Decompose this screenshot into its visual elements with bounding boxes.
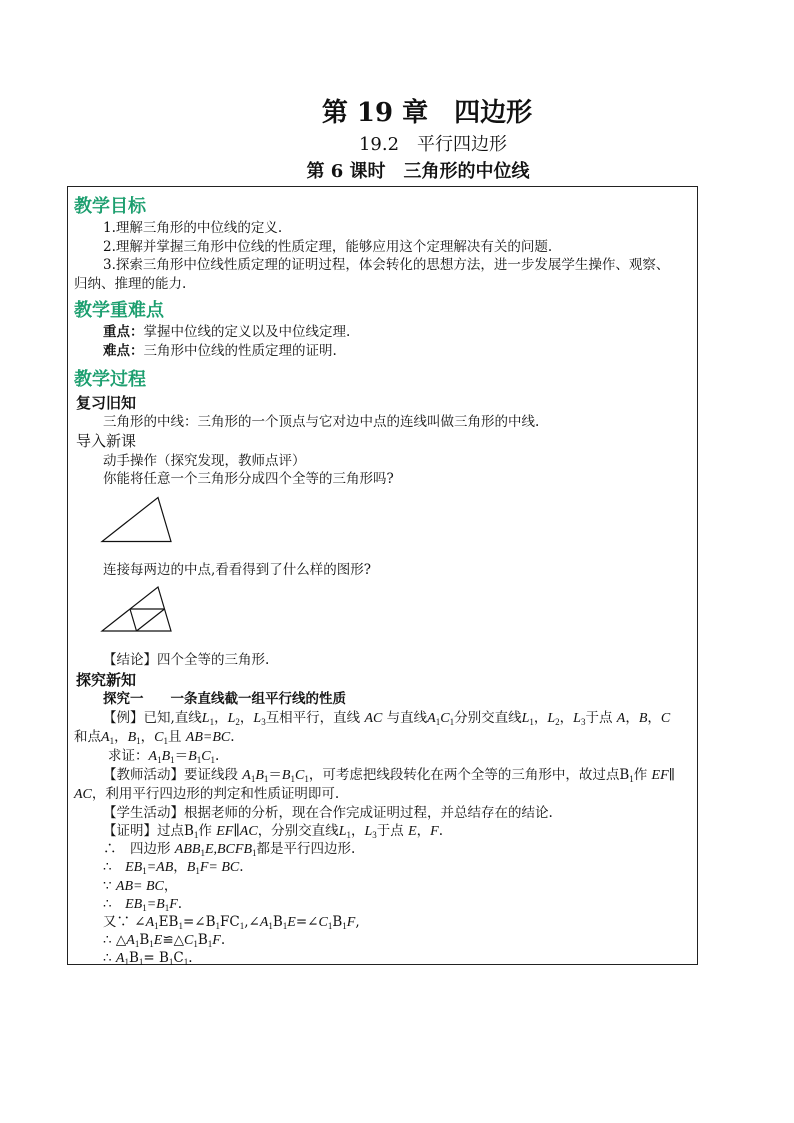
subscript: 3 <box>372 830 377 840</box>
text-run: 作 <box>633 766 652 783</box>
difficulty-text: 三角形中位线的性质定理的证明. <box>143 342 337 359</box>
math-symbol: EB <box>125 896 143 912</box>
lesson-plan-box <box>67 186 698 968</box>
subscript: 1 <box>200 848 205 859</box>
math-symbol: B <box>255 767 264 783</box>
midline-left <box>130 609 137 631</box>
math-symbol: EF <box>651 767 669 783</box>
section-title: 19.2 平行四边形 <box>358 134 508 155</box>
text-run: 又∵ ∠ <box>103 913 146 930</box>
text-run: ， <box>239 709 254 726</box>
text-run: B <box>272 913 283 930</box>
text-run: , <box>355 913 360 930</box>
text-run: ∴ <box>103 859 126 876</box>
text-run: ， <box>533 709 548 726</box>
subscript: 2 <box>235 716 240 727</box>
text-run: 于点 <box>585 709 617 726</box>
subscript: 1 <box>327 920 333 931</box>
chapter-title: 第 19 章 四边形 <box>321 98 533 128</box>
text-run: ， <box>114 728 128 745</box>
math-symbol: A <box>427 710 436 726</box>
subscript: 1 <box>215 920 220 931</box>
text-run: =∠ <box>295 913 319 930</box>
math-symbol: E <box>153 933 163 949</box>
text-run: ∴ 四边形 <box>103 841 175 858</box>
subscript: 1 <box>252 848 257 859</box>
focus-label: 重点： <box>103 324 144 340</box>
objectives-heading: 教学目标 <box>74 196 146 217</box>
text-run: 【例】已知,直线 <box>103 709 202 726</box>
math-symbol: C <box>201 748 211 764</box>
subscript: 1 <box>449 716 455 727</box>
math-symbol: E <box>287 914 296 930</box>
subscript: 1 <box>268 920 273 931</box>
math-symbol: F <box>430 824 439 839</box>
objective-item: 3.探索三角形中位线性质定理的证明过程，体会转化的思想方法，进一步发展学生操作、观察、 <box>103 257 670 273</box>
text-run: ＝ <box>268 766 282 783</box>
proof-line <box>74 895 697 913</box>
math-symbol: EB <box>125 860 143 876</box>
midline-triangle-figure <box>98 579 178 651</box>
text-run: ， <box>173 859 187 876</box>
subscript: 1 <box>109 735 115 746</box>
math-symbol: F <box>212 933 221 949</box>
triangle-outline <box>102 497 171 541</box>
math-symbol: B <box>161 748 171 764</box>
math-symbol: AB= BC <box>115 878 164 894</box>
review-text: 三角形的中线：三角形的一个顶点与它对边中点的连线叫做三角形的中线. <box>103 414 540 430</box>
teacher-activity-line <box>74 766 697 785</box>
subscript: 1 <box>183 957 189 968</box>
text-run: B <box>332 913 343 930</box>
math-symbol: =B <box>146 896 165 912</box>
text-run: ，可考虑把线段转化在两个全等的三角形中，故过点B <box>308 766 630 783</box>
math-symbol: L <box>227 710 236 726</box>
text-run: 互相平行，直线 <box>265 709 365 726</box>
math-symbol: C <box>294 767 305 783</box>
math-symbol: L <box>521 710 530 726</box>
math-symbol: AC <box>364 710 383 726</box>
text-run: FC <box>220 913 240 930</box>
subscript: 1 <box>346 830 351 840</box>
text-run: . <box>230 728 235 745</box>
math-symbol: C <box>440 710 450 726</box>
math-symbol: L <box>547 710 556 726</box>
subscript: 1 <box>164 902 170 913</box>
focus-line <box>74 323 697 342</box>
math-symbol: C <box>154 729 164 745</box>
proof-line <box>74 822 697 840</box>
subscript: 1 <box>170 754 175 765</box>
math-symbol: =AB <box>146 860 174 876</box>
text-run: . <box>239 859 244 876</box>
math-symbol: AC <box>74 786 92 802</box>
math-symbol: F= BC <box>199 860 240 876</box>
math-symbol: B <box>127 729 137 745</box>
proof-line <box>74 858 697 876</box>
subscript: 1 <box>529 716 534 727</box>
math-symbol: L <box>364 824 373 839</box>
math-symbol: B <box>281 767 291 783</box>
text-run: 和点 <box>74 728 101 745</box>
subscript: 1 <box>629 773 634 784</box>
explore-title: 探究新知 <box>76 670 137 689</box>
text-run: 求证： <box>108 747 149 764</box>
math-symbol: L <box>338 824 347 839</box>
math-symbol: B <box>188 748 197 764</box>
lesson-title: 第 6 课时 三角形的中位线 <box>306 161 530 182</box>
intro-conclusion: 【结论】四个全等的三角形. <box>103 652 270 668</box>
math-symbol: A <box>101 729 110 745</box>
subscript: 1 <box>193 830 199 840</box>
text-run: ∥ <box>668 766 675 783</box>
text-run: . <box>188 950 193 967</box>
student-activity-line: 【学生活动】根据老师的分析，现在合作完成证明过程，并总结存在的结论. <box>103 804 553 821</box>
math-symbol: C <box>660 710 671 726</box>
text-run: 都是平行四边形. <box>256 841 356 858</box>
subscript: 3 <box>261 716 266 727</box>
text-run: ∴ <box>103 950 116 967</box>
math-symbol: A <box>126 933 135 949</box>
text-run: 【证明】过点B <box>103 823 194 839</box>
math-symbol: E <box>408 824 417 839</box>
subscript: 1 <box>124 957 129 968</box>
subscript: 1 <box>178 920 183 931</box>
subscript: 1 <box>157 754 162 765</box>
proof-line <box>74 913 697 931</box>
math-symbol: L <box>201 710 210 726</box>
subscript: 1 <box>435 716 441 727</box>
subscript: 1 <box>207 939 213 950</box>
math-symbol: F <box>346 914 356 930</box>
subscript: 1 <box>250 773 256 784</box>
focus-text: 掌握中位线的定义以及中位线定理. <box>143 324 351 340</box>
math-symbol: L <box>253 710 262 726</box>
text-run: 作 <box>198 823 217 839</box>
subscript: 1 <box>136 735 141 746</box>
text-run: =∠B <box>182 913 216 930</box>
text-run: EB <box>158 913 179 930</box>
math-symbol: A <box>148 748 158 764</box>
text-run: 分别交直线 <box>454 709 522 726</box>
key-points-heading: 教学重难点 <box>74 300 164 321</box>
math-symbol: C <box>318 914 328 930</box>
text-run: . <box>177 895 183 912</box>
explore-topic: 探究一 一条直线截一组平行线的性质 <box>103 690 346 707</box>
math-symbol: A <box>616 710 626 726</box>
text-run: ， <box>625 709 639 726</box>
midline-right <box>137 609 165 631</box>
text-run: = B <box>143 950 169 967</box>
intro-activity: 动手操作（探究发现，教师点评） <box>103 452 306 469</box>
math-symbol: A <box>115 951 125 967</box>
text-run: ， <box>140 728 155 745</box>
subscript: 1 <box>342 920 347 931</box>
text-run: ，分别交直线 <box>257 823 339 839</box>
text-run: ， <box>214 709 228 726</box>
text-run: B <box>128 950 139 967</box>
example-line <box>74 709 697 728</box>
subscript: 1 <box>163 735 168 746</box>
text-run: ＝ <box>174 747 189 764</box>
subscript: 1 <box>304 773 309 784</box>
text-run: . <box>220 932 226 949</box>
objective-item: 2.理解并掌握三角形中位线的性质定理，能够应用这个定理解决有关的问题. <box>103 238 553 255</box>
subscript: 1 <box>168 957 174 968</box>
text-run: ， <box>416 823 431 839</box>
subscript: 1 <box>142 866 147 877</box>
difficulty-line <box>74 342 697 361</box>
intro-question: 你能将任意一个三角形分成四个全等的三角形吗? <box>103 471 394 487</box>
text-run: ∴ △ <box>103 932 127 949</box>
subscript: 1 <box>154 920 159 931</box>
math-symbol: L <box>573 710 581 726</box>
text-run: 且 <box>167 728 186 745</box>
subscript: 1 <box>142 902 147 913</box>
math-symbol: A <box>242 767 251 783</box>
math-symbol: E,BCFB <box>204 842 252 858</box>
subscript: 3 <box>580 716 586 727</box>
subscript: 2 <box>555 716 560 727</box>
text-run: ， <box>163 877 178 894</box>
text-run: B <box>197 932 208 949</box>
example-line-continued <box>74 728 697 747</box>
proof-line <box>74 949 697 967</box>
subscript: 1 <box>149 939 154 950</box>
teacher-activity-line-continued <box>74 785 697 804</box>
text-run: . <box>215 747 220 764</box>
text-run: 于点 <box>376 823 409 839</box>
proof-line <box>74 840 697 858</box>
text-run: ∴ <box>103 895 126 912</box>
subscript: 1 <box>195 866 200 877</box>
math-symbol: C <box>184 933 194 949</box>
text-run: ∵ <box>103 877 116 894</box>
subscript: 1 <box>290 773 295 784</box>
subscript: 1 <box>239 920 245 931</box>
math-symbol: A <box>145 914 155 930</box>
subscript: 1 <box>196 754 202 765</box>
subscript: 1 <box>193 939 198 950</box>
text-run: B <box>139 932 150 949</box>
subscript: 1 <box>282 920 288 931</box>
proof-line <box>74 931 697 949</box>
subscript: 1 <box>209 716 215 727</box>
text-run: ≌△ <box>162 932 185 949</box>
subscript: 1 <box>210 754 216 765</box>
math-symbol: B <box>186 860 196 876</box>
text-run: ， <box>559 709 574 726</box>
subscript: 1 <box>134 939 140 950</box>
math-symbol: F <box>169 896 178 912</box>
text-run: 【教师活动】要证线段 <box>103 766 243 783</box>
text-run: . <box>438 823 443 839</box>
math-symbol: AB=BC <box>185 729 231 745</box>
proof-line <box>74 877 697 895</box>
text-run: ，利用平行四边形的判定和性质证明即可. <box>91 785 340 802</box>
intro-title: 导入新课 <box>76 431 137 450</box>
subscript: 1 <box>138 957 144 968</box>
math-symbol: B <box>638 710 648 726</box>
text-run: ,∠ <box>244 913 260 930</box>
objective-item: 1.理解三角形的中位线的定义. <box>103 220 283 236</box>
text-run: 与直线 <box>382 709 428 726</box>
difficulty-label: 难点： <box>103 342 144 359</box>
math-symbol: A <box>259 914 269 930</box>
math-symbol: EF∥AC <box>216 824 258 839</box>
math-symbol: ABB <box>174 842 201 858</box>
text-run: ， <box>647 709 661 726</box>
review-title: 复习旧知 <box>76 394 137 412</box>
text-run: C <box>173 950 184 967</box>
triangle-figure <box>98 489 178 561</box>
intro-prompt: 连接每两边的中点,看看得到了什么样的图形? <box>103 561 372 578</box>
objective-item-continued: 归纳、推理的能力. <box>74 275 187 292</box>
text-run: ， <box>350 823 365 839</box>
subscript: 1 <box>263 773 269 784</box>
to-prove-line <box>74 747 697 766</box>
process-heading: 教学过程 <box>74 369 146 390</box>
